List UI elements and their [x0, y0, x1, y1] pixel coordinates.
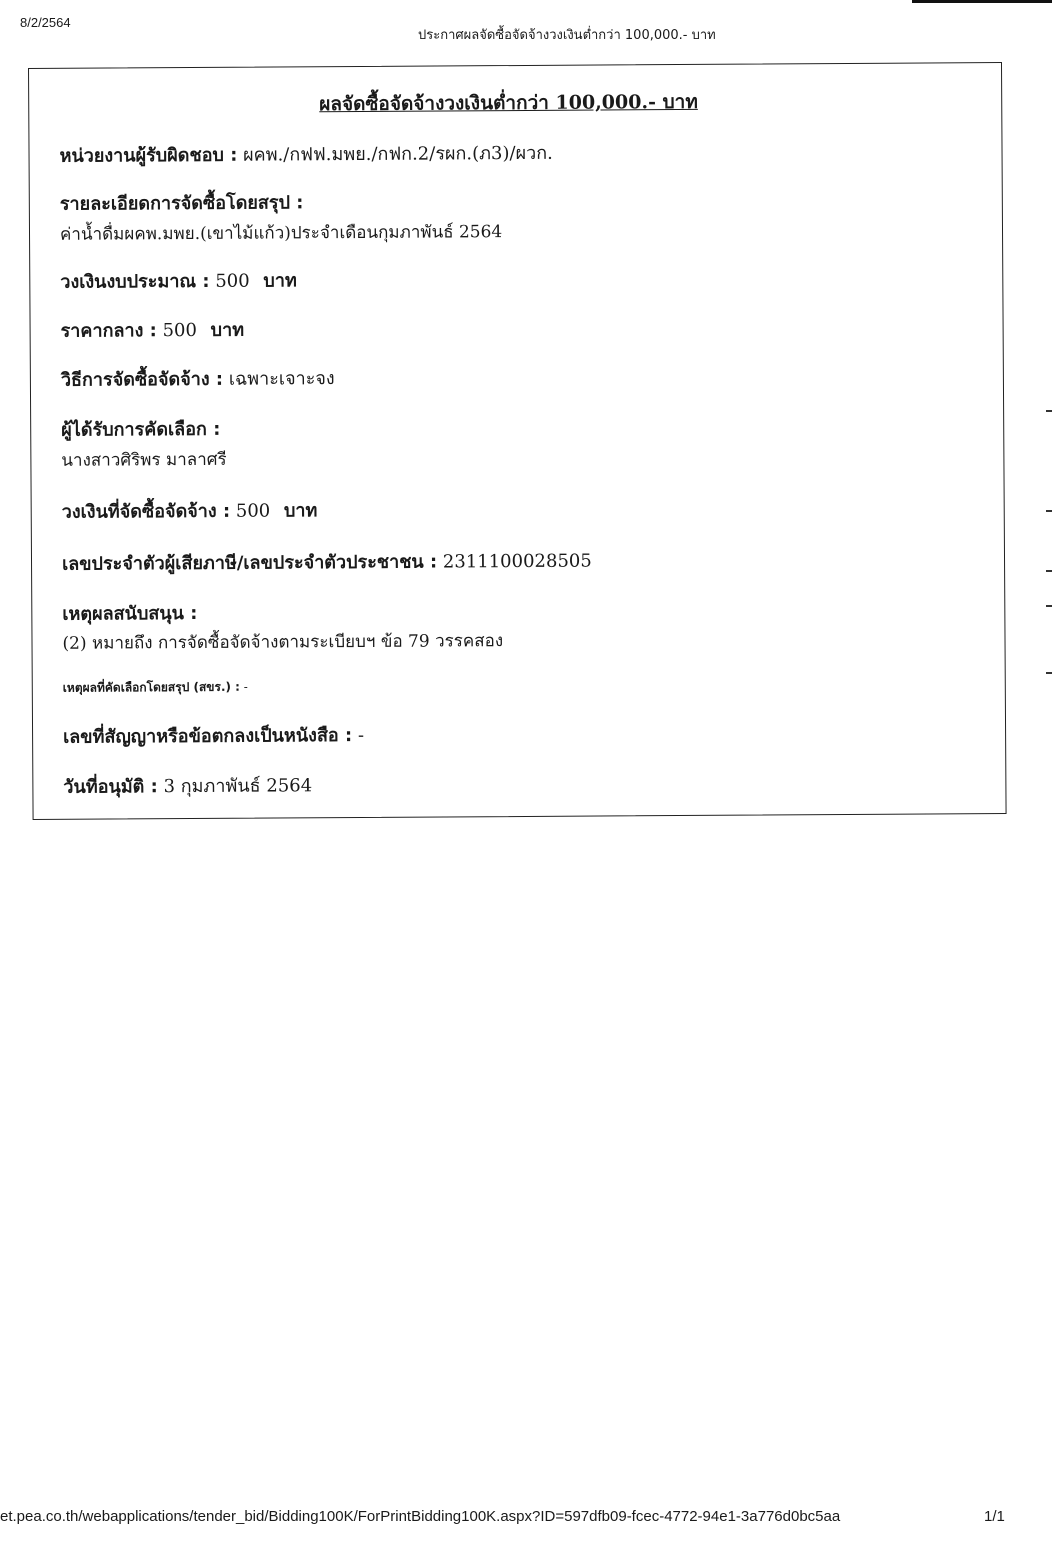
median-price-unit: บาท	[210, 319, 245, 341]
selected-label: ผู้ได้รับการคัดเลือก :	[61, 418, 221, 441]
median-price-value: 500	[162, 319, 197, 342]
page-number: 1/1	[984, 1508, 1005, 1525]
approval-date-row	[63, 770, 312, 801]
print-url: et.pea.co.th/webapplications/tender_bid/Bidding100K/ForPrintBidding100K.aspx?ID=597dfb09-fcec-4772-94e1-3a776d0bc5aa	[0, 1508, 841, 1525]
scan-edge-mark	[912, 0, 1052, 3]
budget-label: วงเงินงบประมาณ :	[60, 270, 210, 293]
procurement-detail-value: ค่าน้ำดื่มผคพ.มพย.(เขาไม้แก้ว)ประจำเดือนกุมภาพันธ์ 2564	[59, 222, 503, 245]
document-box	[28, 62, 1007, 820]
median-price-row	[61, 315, 245, 345]
scan-edge-mark	[1046, 672, 1052, 674]
tax-id-label: เลขประจำตัวผู้เสียภาษี/เลขประจำตัวประชาชน :	[61, 551, 438, 575]
reason-row	[62, 598, 197, 628]
reason-value: (2) หมายถึง การจัดซื้อจัดจ้างตามระเบียบฯ ข้อ 79 วรรคสอง	[62, 631, 504, 654]
procurement-detail-row	[60, 187, 304, 217]
selection-reason-label: เหตุผลที่คัดเลือกโดยสรุป (สขร.) :	[62, 679, 240, 695]
scan-edge-mark	[1046, 410, 1052, 412]
method-row	[61, 363, 335, 394]
contract-amount-label: วงเงินที่จัดซื้อจัดจ้าง :	[61, 500, 231, 523]
budget-unit: บาท	[263, 270, 297, 292]
method-label: วิธีการจัดซื้อจัดจ้าง :	[60, 368, 224, 391]
selection-reason-row	[63, 678, 248, 698]
contract-amount-row	[62, 495, 318, 526]
approval-date-label: วันที่อนุมัติ :	[63, 776, 158, 798]
contract-no-label: เลขที่สัญญาหรือข้อตกลงเป็นหนังสือ :	[63, 725, 353, 748]
approval-date-value: 3 กุมภาพันธ์ 2564	[163, 775, 313, 798]
budget-value: 500	[215, 270, 250, 292]
contract-amount-unit: บาท	[283, 500, 318, 522]
print-date: 8/2/2564	[20, 15, 71, 30]
contract-amount-value: 500	[235, 500, 271, 522]
responsible-unit-row	[59, 138, 552, 170]
responsible-unit-label: หน่วยงานผู้รับผิดชอบ :	[59, 144, 238, 167]
contract-no-row	[63, 720, 364, 751]
document-title: ผลจัดซื้อจัดจ้างวงเงินต่ำกว่า 100,000.- บาท	[319, 90, 698, 116]
tax-id-row	[62, 546, 592, 578]
scan-edge-mark	[1046, 570, 1052, 572]
scan-edge-mark	[1046, 605, 1052, 607]
selected-row	[61, 414, 220, 444]
contract-no-value: -	[357, 724, 365, 746]
method-value: เฉพาะเจาะจง	[228, 368, 335, 390]
median-price-label: ราคากลาง :	[60, 320, 157, 342]
responsible-unit-value: ผคพ./กฟฟ.มพย./กฟก.2/รผก.(ภ3)/ผวก.	[243, 142, 553, 166]
tax-id-value: 2311100028505	[442, 550, 592, 573]
scan-edge-mark	[1046, 510, 1052, 512]
selection-reason-value: -	[243, 679, 248, 694]
print-header-title: ประกาศผลจัดซื้อจัดจ้างวงเงินต่ำกว่า 100,000.- บาท	[418, 28, 716, 43]
selected-value: นางสาวศิริพร มาลาศรี	[61, 449, 227, 471]
procurement-detail-label: รายละเอียดการจัดซื้อโดยสรุป :	[59, 192, 304, 215]
budget-row	[60, 265, 297, 295]
reason-label: เหตุผลสนับสนุน :	[62, 602, 198, 625]
